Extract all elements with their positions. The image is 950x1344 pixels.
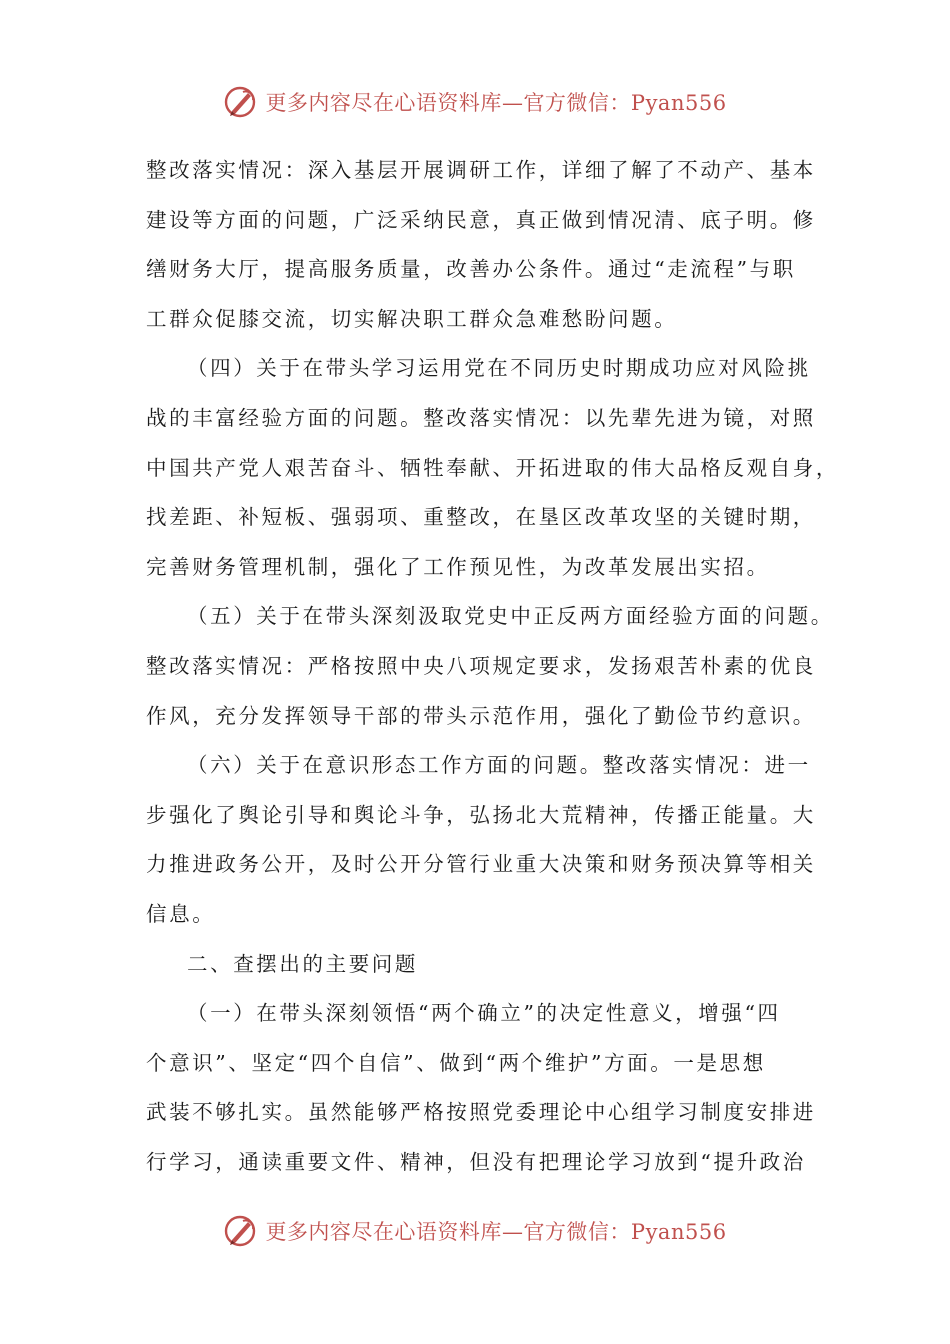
text-line: 整改落实情况：深入基层开展调研工作，详细了解了不动产、基本 (146, 158, 816, 182)
header-watermark (0, 84, 950, 120)
paragraph-start-line: （五）关于在带头深刻汲取党史中正反两方面经验方面的问题。 (187, 604, 834, 629)
pen-seal-icon (223, 84, 259, 120)
text-line: 行学习，通读重要文件、精神，但没有把理论学习放到“提升政治 (146, 1149, 806, 1174)
text-line: 建设等方面的问题，广泛采纳民意，真正做到情况清、底子明。修 (146, 207, 816, 232)
pen-seal-icon (223, 1213, 259, 1249)
text-line: 力推进政务公开，及时公开分管行业重大决策和财务预决算等相关 (146, 852, 816, 877)
watermark-main-text: 更多内容尽在心语资料库 (265, 1220, 502, 1244)
watermark-tail-text: —官方微信：Pyan556 (501, 91, 727, 115)
paragraph-start-line: （一）在带头深刻领悟“两个确立”的决定性意义，增强“四 (187, 1001, 781, 1026)
watermark-text (265, 87, 726, 117)
text-line: 步强化了舆论引导和舆论斗争，弘扬北大荒精神，传播正能量。大 (146, 802, 816, 827)
paragraph-start-line: （四）关于在带头学习运用党在不同历史时期成功应对风险挑 (187, 356, 811, 381)
document-body (146, 146, 839, 1187)
text-line: 作风，充分发挥领导干部的带头示范作用，强化了勤俭节约意识。 (146, 703, 816, 728)
text-line: 缮财务大厅，提高服务质量，改善办公条件。通过“走流程”与职 (146, 257, 796, 282)
text-line: 信息。 (146, 901, 216, 926)
text-line: 完善财务管理机制，强化了工作预见性，为改革发展出实招。 (146, 554, 770, 579)
watermark-main-text: 更多内容尽在心语资料库 (265, 91, 502, 115)
text-line: 武装不够扎实。虽然能够严格按照党委理论中心组学习制度安排进 (146, 1100, 816, 1125)
paragraph-start-line: （六）关于在意识形态工作方面的问题。整改落实情况：进一 (187, 753, 811, 778)
footer-watermark (0, 1213, 950, 1249)
text-line: 整改落实情况：严格按照中央八项规定要求，发扬艰苦朴素的优良 (146, 653, 816, 678)
text-line: 战的丰富经验方面的问题。整改落实情况：以先辈先进为镜，对照 (146, 405, 816, 430)
text-line: 个意识”、坚定“四个自信”、做到“两个维护”方面。一是思想 (146, 1050, 766, 1075)
watermark-text (265, 1216, 726, 1246)
text-line: 找差距、补短板、强弱项、重整改，在垦区改革攻坚的关键时期， (146, 505, 816, 530)
text-line: 工群众促膝交流，切实解决职工群众急难愁盼问题。 (146, 306, 678, 331)
text-line: 中国共产党人艰苦奋斗、牺牲奉献、开拓进取的伟大品格反观自身， (146, 455, 839, 480)
watermark-tail-text: —官方微信：Pyan556 (501, 1220, 727, 1244)
section-heading: 二、查摆出的主要问题 (187, 951, 418, 976)
